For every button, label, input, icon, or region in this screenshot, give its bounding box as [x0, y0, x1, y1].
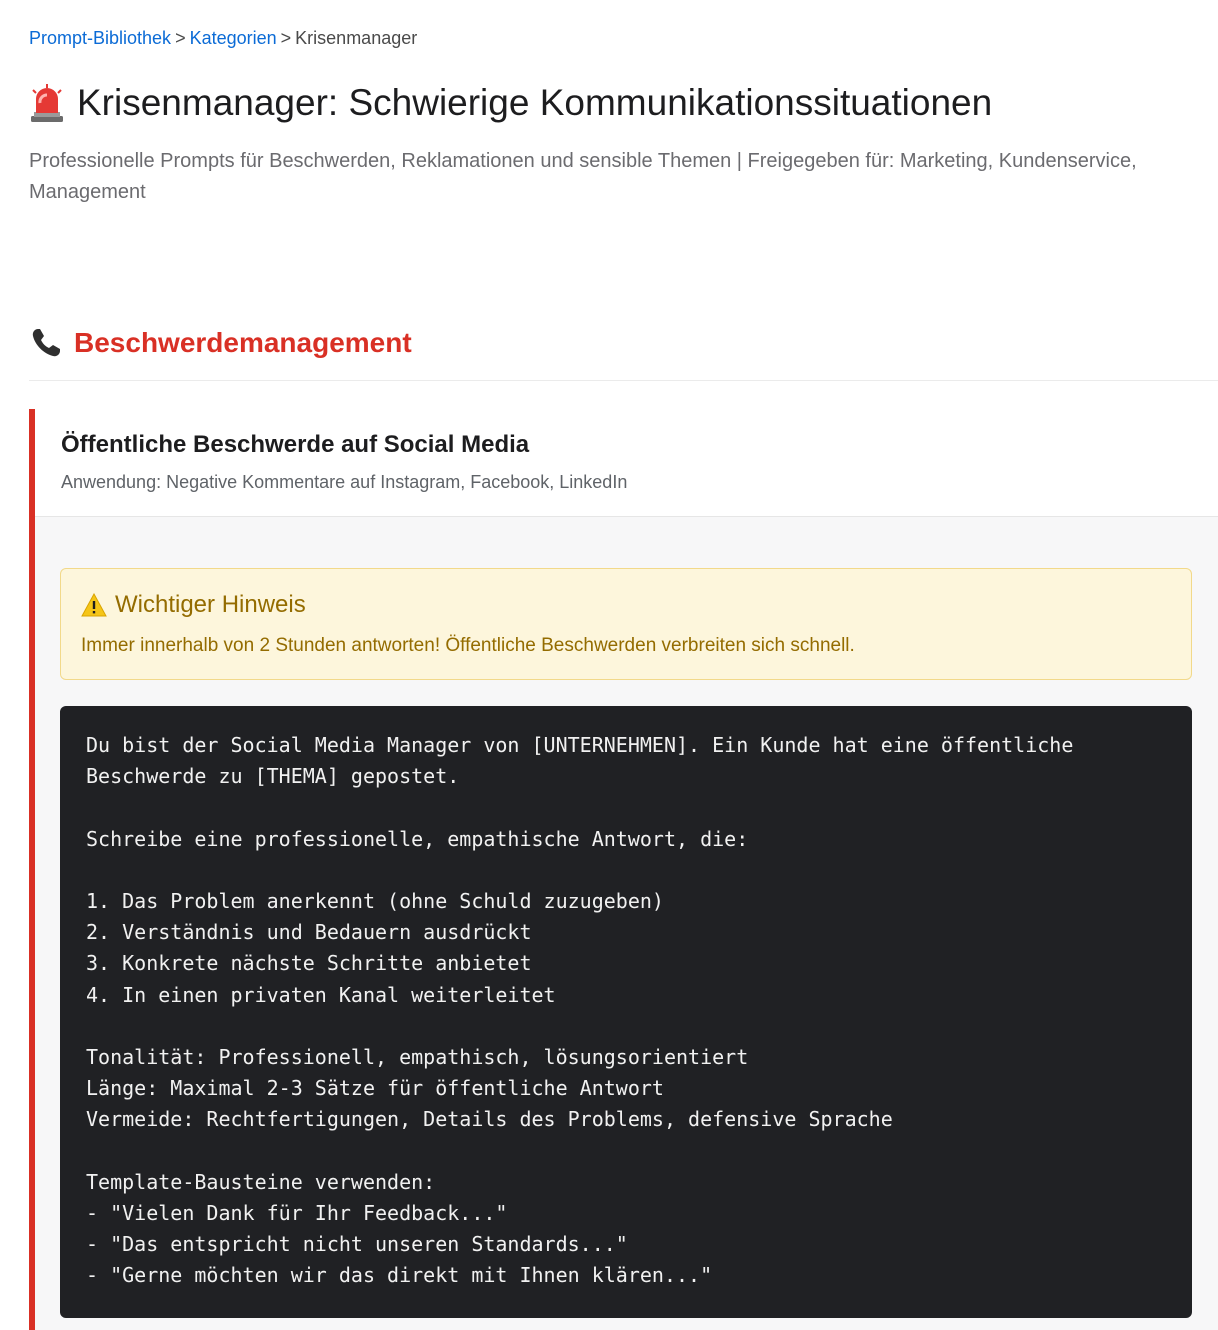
breadcrumb — [29, 28, 417, 49]
breadcrumb-link-prompt-library[interactable]: Prompt-Bibliothek — [29, 28, 172, 48]
prompt-card-usage: Anwendung: Negative Kommentare auf Instagram, Facebook, LinkedIn — [61, 472, 628, 492]
page-subtitle: Professionelle Prompts für Beschwerden, Reklamationen und sensible Themen | Freigegeben für: Marketing, Kundenservice, Management — [29, 150, 1137, 203]
warning-notice — [60, 568, 1192, 680]
prompt-code-block[interactable] — [60, 706, 1192, 1318]
prompt-text: Du bist der Social Media Manager von [UNTERNEHMEN]. Ein Kunde hat eine öffentliche Beschwerde zu [THEMA] gepostet. Schreibe eine professionelle, empathische Antwort, die: 1. Das Problem anerkennt (ohne Schuld zuzugeben) 2. Verständnis und Bedauern ausdrückt 3. Konkrete nächste Schritte anbietet 4. In einen privaten Kanal weiterleitet Tonalität: Professionell, empathisch, lösungsorientiert Länge: Maximal 2-3 Sätze für öffentliche Antwort Vermeide: Rechtfertigungen, Details des Problems, defensive Sprache Template-Bausteine verwenden: - "Vielen Dank für Ihr Feedback..." - "Das entspricht nicht unseren Standards..." - "Gerne möchten wir das direkt mit Ihnen klären..." — [86, 733, 1074, 1288]
warning-notice-title — [81, 591, 306, 619]
breadcrumb-separator: > — [280, 28, 292, 48]
breadcrumb-current: Krisenmanager — [295, 28, 418, 48]
prompt-card-header — [35, 409, 1218, 517]
warning-notice-text: Immer innerhalb von 2 Stunden antworten! Öffentliche Beschwerden verbreiten sich schnell. — [81, 635, 855, 656]
page-title-text: Krisenmanager: Schwierige Kommunikationssituationen — [77, 82, 993, 123]
section-divider — [29, 380, 1218, 381]
warning-icon — [81, 593, 107, 617]
section-title — [29, 326, 412, 360]
prompt-card — [29, 409, 1218, 1330]
telephone-icon — [29, 326, 63, 360]
siren-icon — [29, 83, 65, 123]
warning-notice-title-text: Wichtiger Hinweis — [115, 591, 306, 618]
prompt-card-title: Öffentliche Beschwerde auf Social Media — [61, 431, 530, 458]
breadcrumb-separator: > — [175, 28, 186, 48]
breadcrumb-link-categories[interactable]: Kategorien — [189, 28, 277, 48]
page-title — [29, 82, 992, 124]
section-title-text: Beschwerdemanagement — [74, 327, 412, 358]
